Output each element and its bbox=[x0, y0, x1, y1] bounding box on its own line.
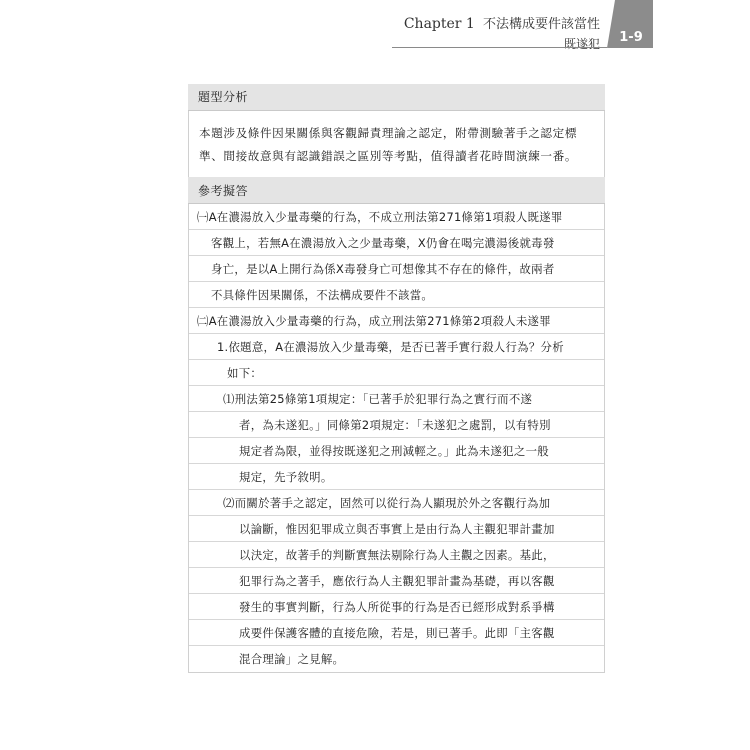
answer-line: 以論斷，惟因犯罪成立與否事實上是由行為人主觀犯罪計畫加 bbox=[189, 516, 604, 542]
answer-line: 混合理論」之見解。 bbox=[239, 652, 345, 666]
answer-line: 者，為未遂犯。」同條第2項規定：「未遂犯之處罰，以有特別 bbox=[189, 412, 604, 438]
answer-line: ㈡A在濃湯放入少量毒藥的行為，成立刑法第271條第2項殺人未遂罪 bbox=[189, 308, 604, 334]
answer-line: 身亡，是以A上開行為係X毒發身亡可想像其不存在的條件，故兩者 bbox=[189, 256, 604, 282]
answer-line: 規定者為限，並得按既遂犯之刑減輕之。」此為未遂犯之一般 bbox=[189, 438, 604, 464]
chapter-label: Chapter 1 bbox=[403, 16, 475, 32]
answer-line: ⑵而關於著手之認定，固然可以從行為人顯現於外之客觀行為加 bbox=[189, 490, 604, 516]
answer-heading: 參考擬答 bbox=[188, 177, 605, 204]
answer-line: 不具條件因果關係，不法構成要件不該當。 bbox=[189, 282, 604, 308]
analysis-line: 本題涉及條件因果關係與客觀歸責理論之認定，附帶測驗著手之認定標 bbox=[199, 126, 578, 140]
answer-line: 發生的事實判斷，行為人所從事的行為是否已經形成對系爭構 bbox=[189, 594, 604, 620]
running-header-title bbox=[404, 13, 600, 32]
chapter-title: 不法構成要件該當性 bbox=[482, 17, 600, 32]
answer-line: 如下： bbox=[189, 360, 604, 386]
analysis-line: 準、間接故意與有認識錯誤之區別等考點，值得讀者花時間演練一番。 bbox=[199, 149, 578, 163]
answer-line: ㈠A在濃湯放入少量毒藥的行為，不成立刑法第271條第1項殺人既遂罪 bbox=[189, 204, 604, 230]
content-box bbox=[188, 84, 605, 673]
answer-line: 客觀上，若無A在濃湯放入之少量毒藥，X仍會在喝完濃湯後就毒發 bbox=[189, 230, 604, 256]
answer-line: 規定，先予敘明。 bbox=[189, 464, 604, 490]
header-rule bbox=[392, 47, 607, 48]
answer-line: 成要件保護客體的直接危險，若是，則已著手。此即「主客觀 bbox=[189, 620, 604, 646]
answer-line: 以決定，故著手的判斷實無法剔除行為人主觀之因素。基此， bbox=[189, 542, 604, 568]
analysis-body bbox=[188, 111, 605, 177]
answer-body bbox=[188, 204, 605, 673]
analysis-heading: 題型分析 bbox=[188, 84, 605, 111]
section-subtitle: 既遂犯 bbox=[563, 37, 600, 51]
answer-line: ⑴刑法第25條第1項規定：「已著手於犯罪行為之實行而不遂 bbox=[189, 386, 604, 412]
answer-line: 1.依題意，A在濃湯放入少量毒藥，是否已著手實行殺人行為？分析 bbox=[189, 334, 604, 360]
page-number: 1-9 bbox=[619, 30, 643, 45]
answer-line: 犯罪行為之著手，應依行為人主觀犯罪計畫為基礎，再以客觀 bbox=[189, 568, 604, 594]
page-header bbox=[0, 0, 750, 60]
